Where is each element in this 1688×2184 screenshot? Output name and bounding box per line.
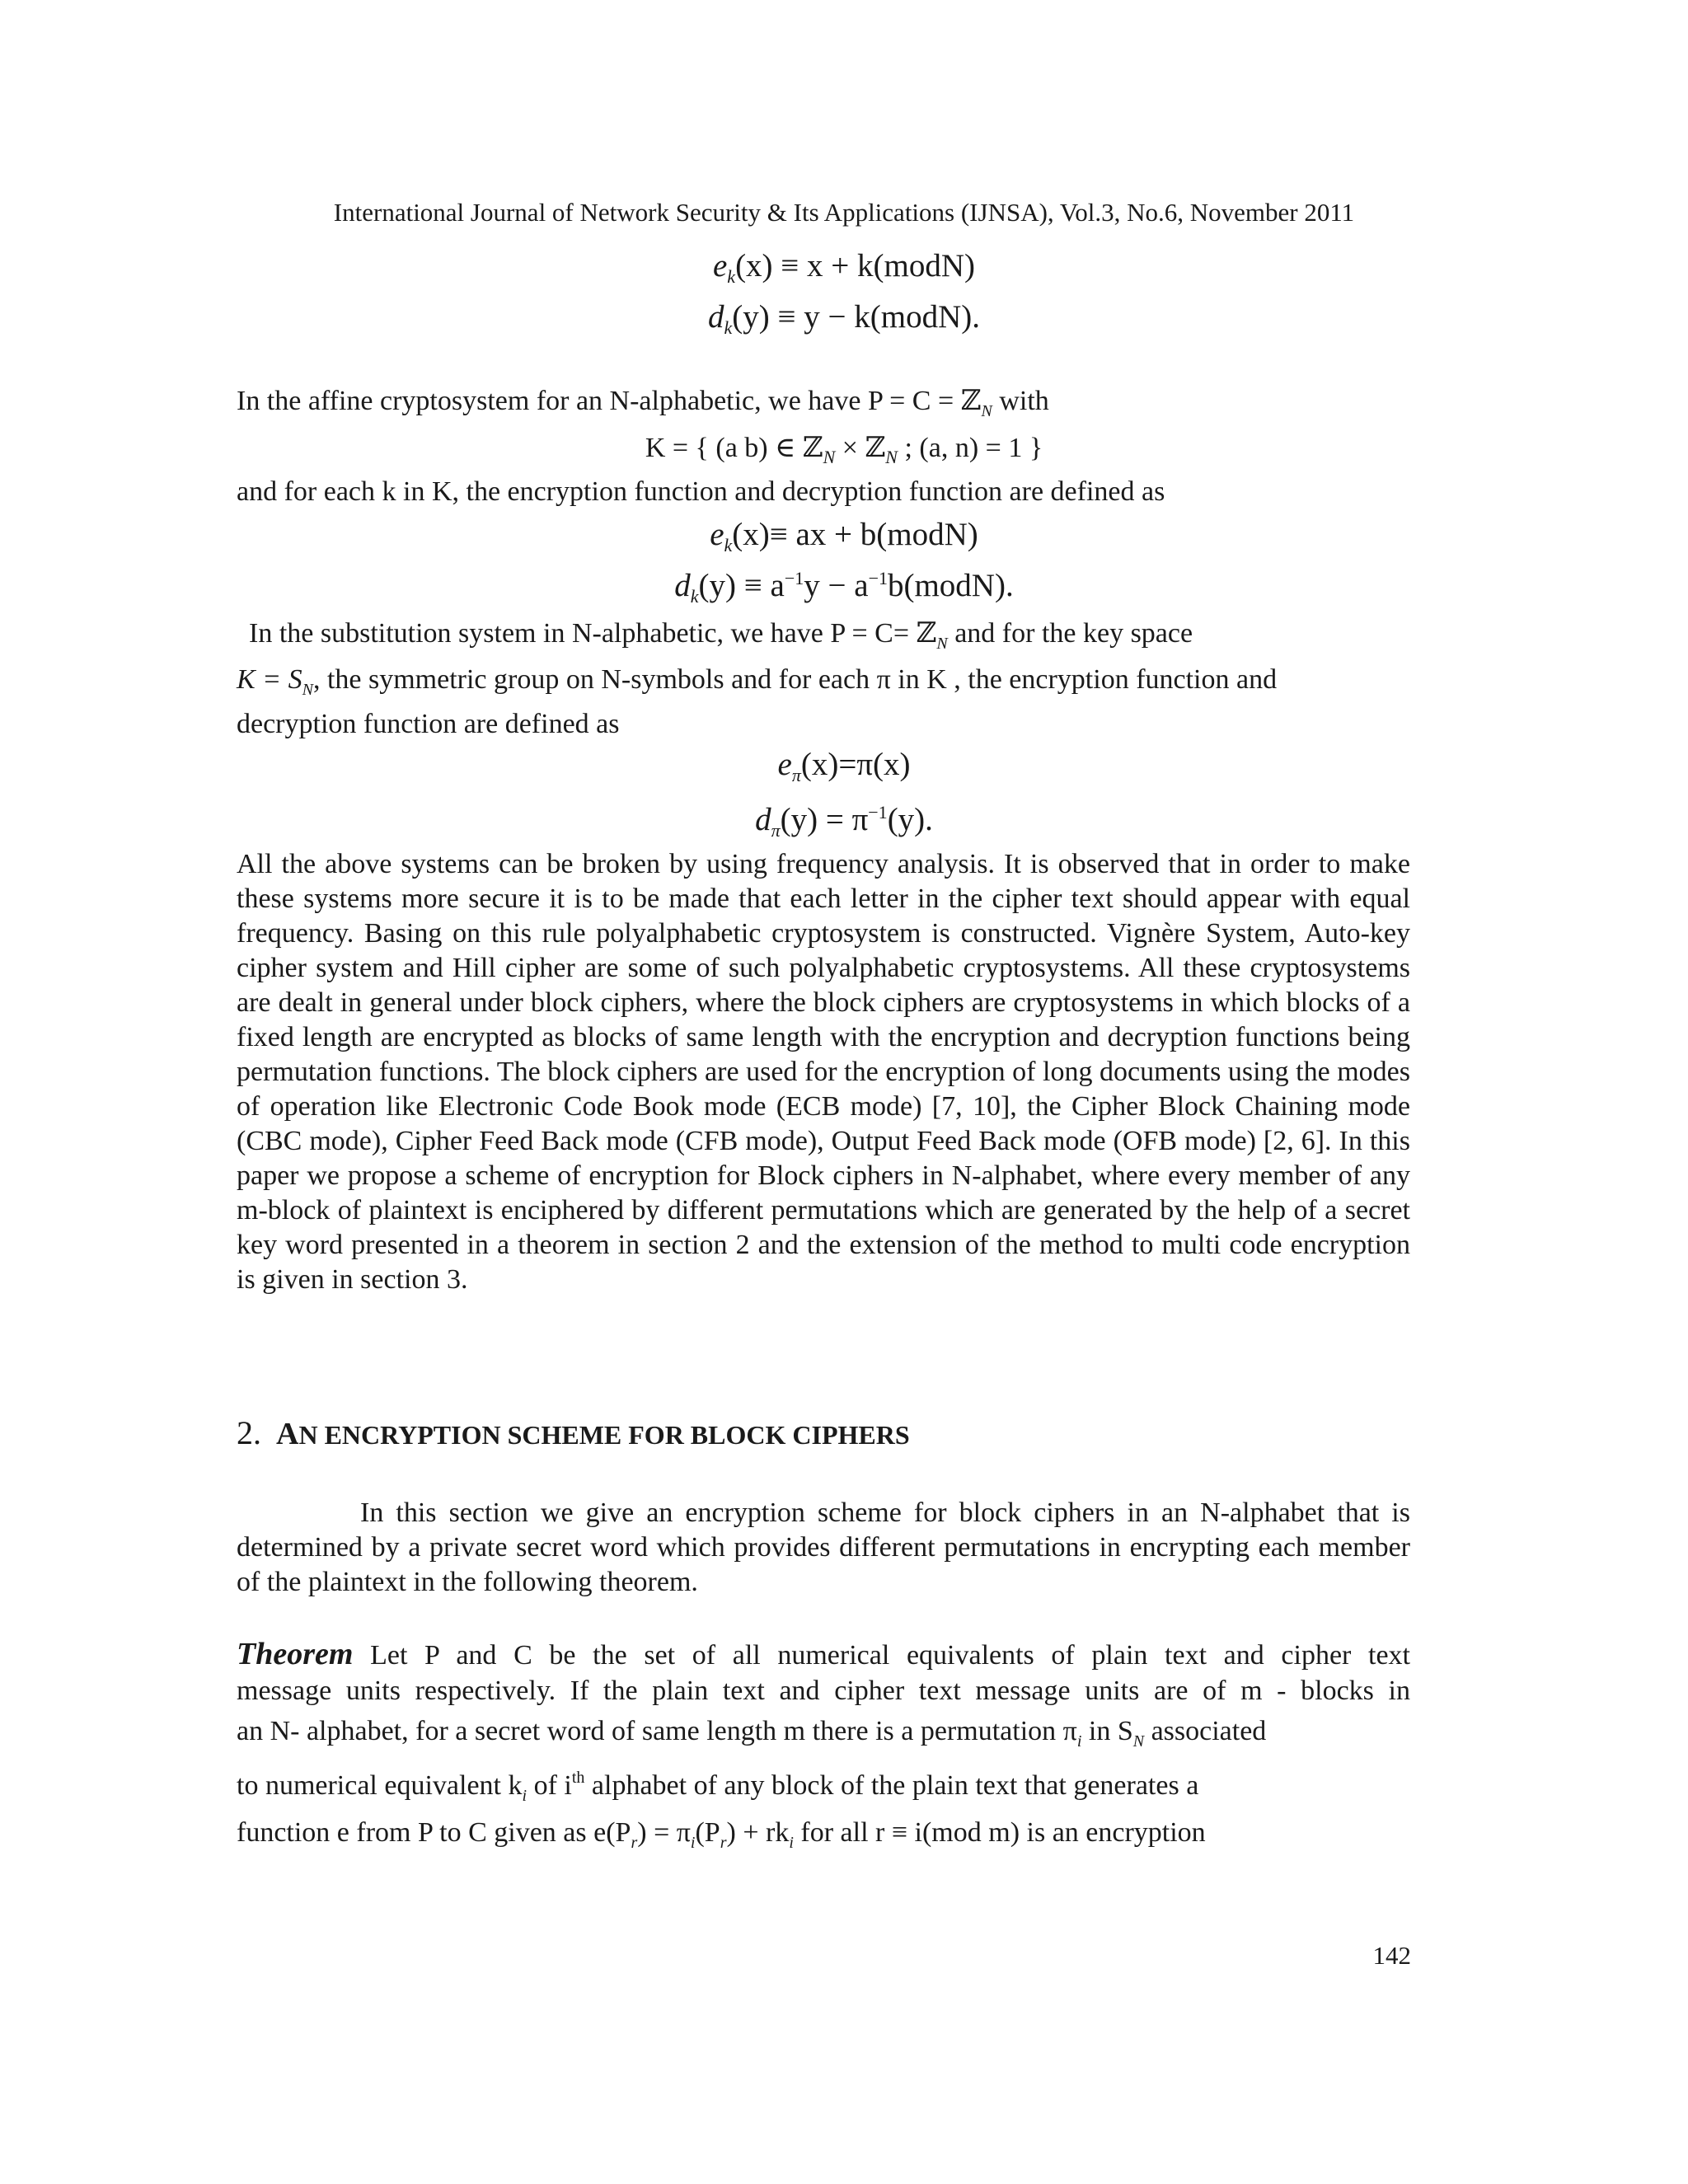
affine-encryption-equation: $e_k(x)\equiv$ ax + b(modN) xyxy=(710,517,978,555)
section-heading: 2. AN ENCRYPTION SCHEME FOR BLOCK CIPHERS xyxy=(237,1414,910,1451)
substitution-decryption-equation: $d_\pi(y) = \pi^{-1}(y)$. xyxy=(755,802,933,841)
substitution-keyspace-line: $K = S_N$, the symmetric group on N-symbols and for each π in K , the encryption function and xyxy=(237,664,1278,699)
section-intro-paragraph: In this section we give an encryption scheme for block ciphers in an N-alphabet that is determined by a private secret word which provides different permutations in encrypting each member of the plaintext in the following theorem. xyxy=(237,1497,1410,1597)
shift-encryption-equation: $e_k(x) \equiv x$ + k(modN) xyxy=(712,248,976,287)
substitution-intro: In the substitution system in N-alphabetic, we have P = C= ℤ$_N$ and for the key space xyxy=(249,618,1193,653)
theorem-line-3: an N- alphabet, for a secret word of same length m there is a permutation $\pi_i$ in $S_N$ associated xyxy=(237,1716,1267,1750)
theorem-line-2: message units respectively. If the plain text and cipher text message units are of m - blocks in xyxy=(237,1675,1410,1706)
affine-keyspace: K = { (a b) ∈ ℤ$_N$ × ℤ$_N$ ; (a, n) = 1 } xyxy=(645,433,1043,467)
theorem-line-5: function e from P to C given as $e(P_r) = \pi_i(P_r) + rk_i$ for all r ≡ i(mod m) is an encryption xyxy=(237,1817,1206,1852)
running-header: International Journal of Network Security & Its Applications (IJNSA), Vol.3, No.6, November 2011 xyxy=(333,198,1355,227)
theorem-label: Theorem xyxy=(237,1637,354,1671)
affine-decryption-equation: $d_k(y) \equiv a^{-1}y$ − $a^{-1}b(modN)$. xyxy=(674,568,1014,607)
theorem-line-1: Theorem Let P and C be the set of all numerical equivalents of plain text and cipher text xyxy=(237,1637,1410,1671)
theorem-line-4: to numerical equivalent $k_i$ of $i^{th}$ alphabet of any block of the plain text that generates a xyxy=(237,1769,1199,1805)
substitution-defs: decryption function are defined as xyxy=(237,709,620,739)
page-number: 142 xyxy=(1372,1941,1411,1970)
affine-intro: In the affine cryptosystem for an N-alphabetic, we have P = C = ℤ$_N$ with xyxy=(237,386,1049,420)
body-paragraph: All the above systems can be broken by using frequency analysis. It is observed that in order to make these systems more secure it is to be made that each letter in the cipher text should appear with equal frequency. Basing on this rule polyalphabetic cryptosystem is constructed. Vignère System, Auto-key cipher system and Hill cipher are some of such polyalphabetic cryptosystems. All these cryptosystems are dealt in general under block ciphers, where the block ciphers are cryptosystems in which blocks of a fixed length are encrypted as blocks of same length with the encryption and decryption functions being permutation functions. The block ciphers are used for the encryption of long documents using the modes of operation like Electronic Code Book mode (ECB mode) [7, 10], the Cipher Block Chaining mode (CBC mode), Cipher Feed Back mode (CFB mode), Output Feed Back mode (OFB mode) [2, 6]. In this paper we propose a scheme of encryption for Block ciphers in N-alphabet, where every member of any m-block of plaintext is enciphered by different permutations which are generated by the help of a secret key word presented in a theorem in section 2 and the extension of the method to multi code encryption is given in section 3. xyxy=(237,849,1410,1295)
affine-defs: and for each k in K, the encryption function and decryption function are defined as xyxy=(237,476,1165,507)
shift-decryption-equation: $d_k(y) \equiv y$ − k(modN). xyxy=(708,299,980,338)
substitution-encryption-equation: $e_\pi(x)=\pi(x)$ xyxy=(777,747,911,785)
